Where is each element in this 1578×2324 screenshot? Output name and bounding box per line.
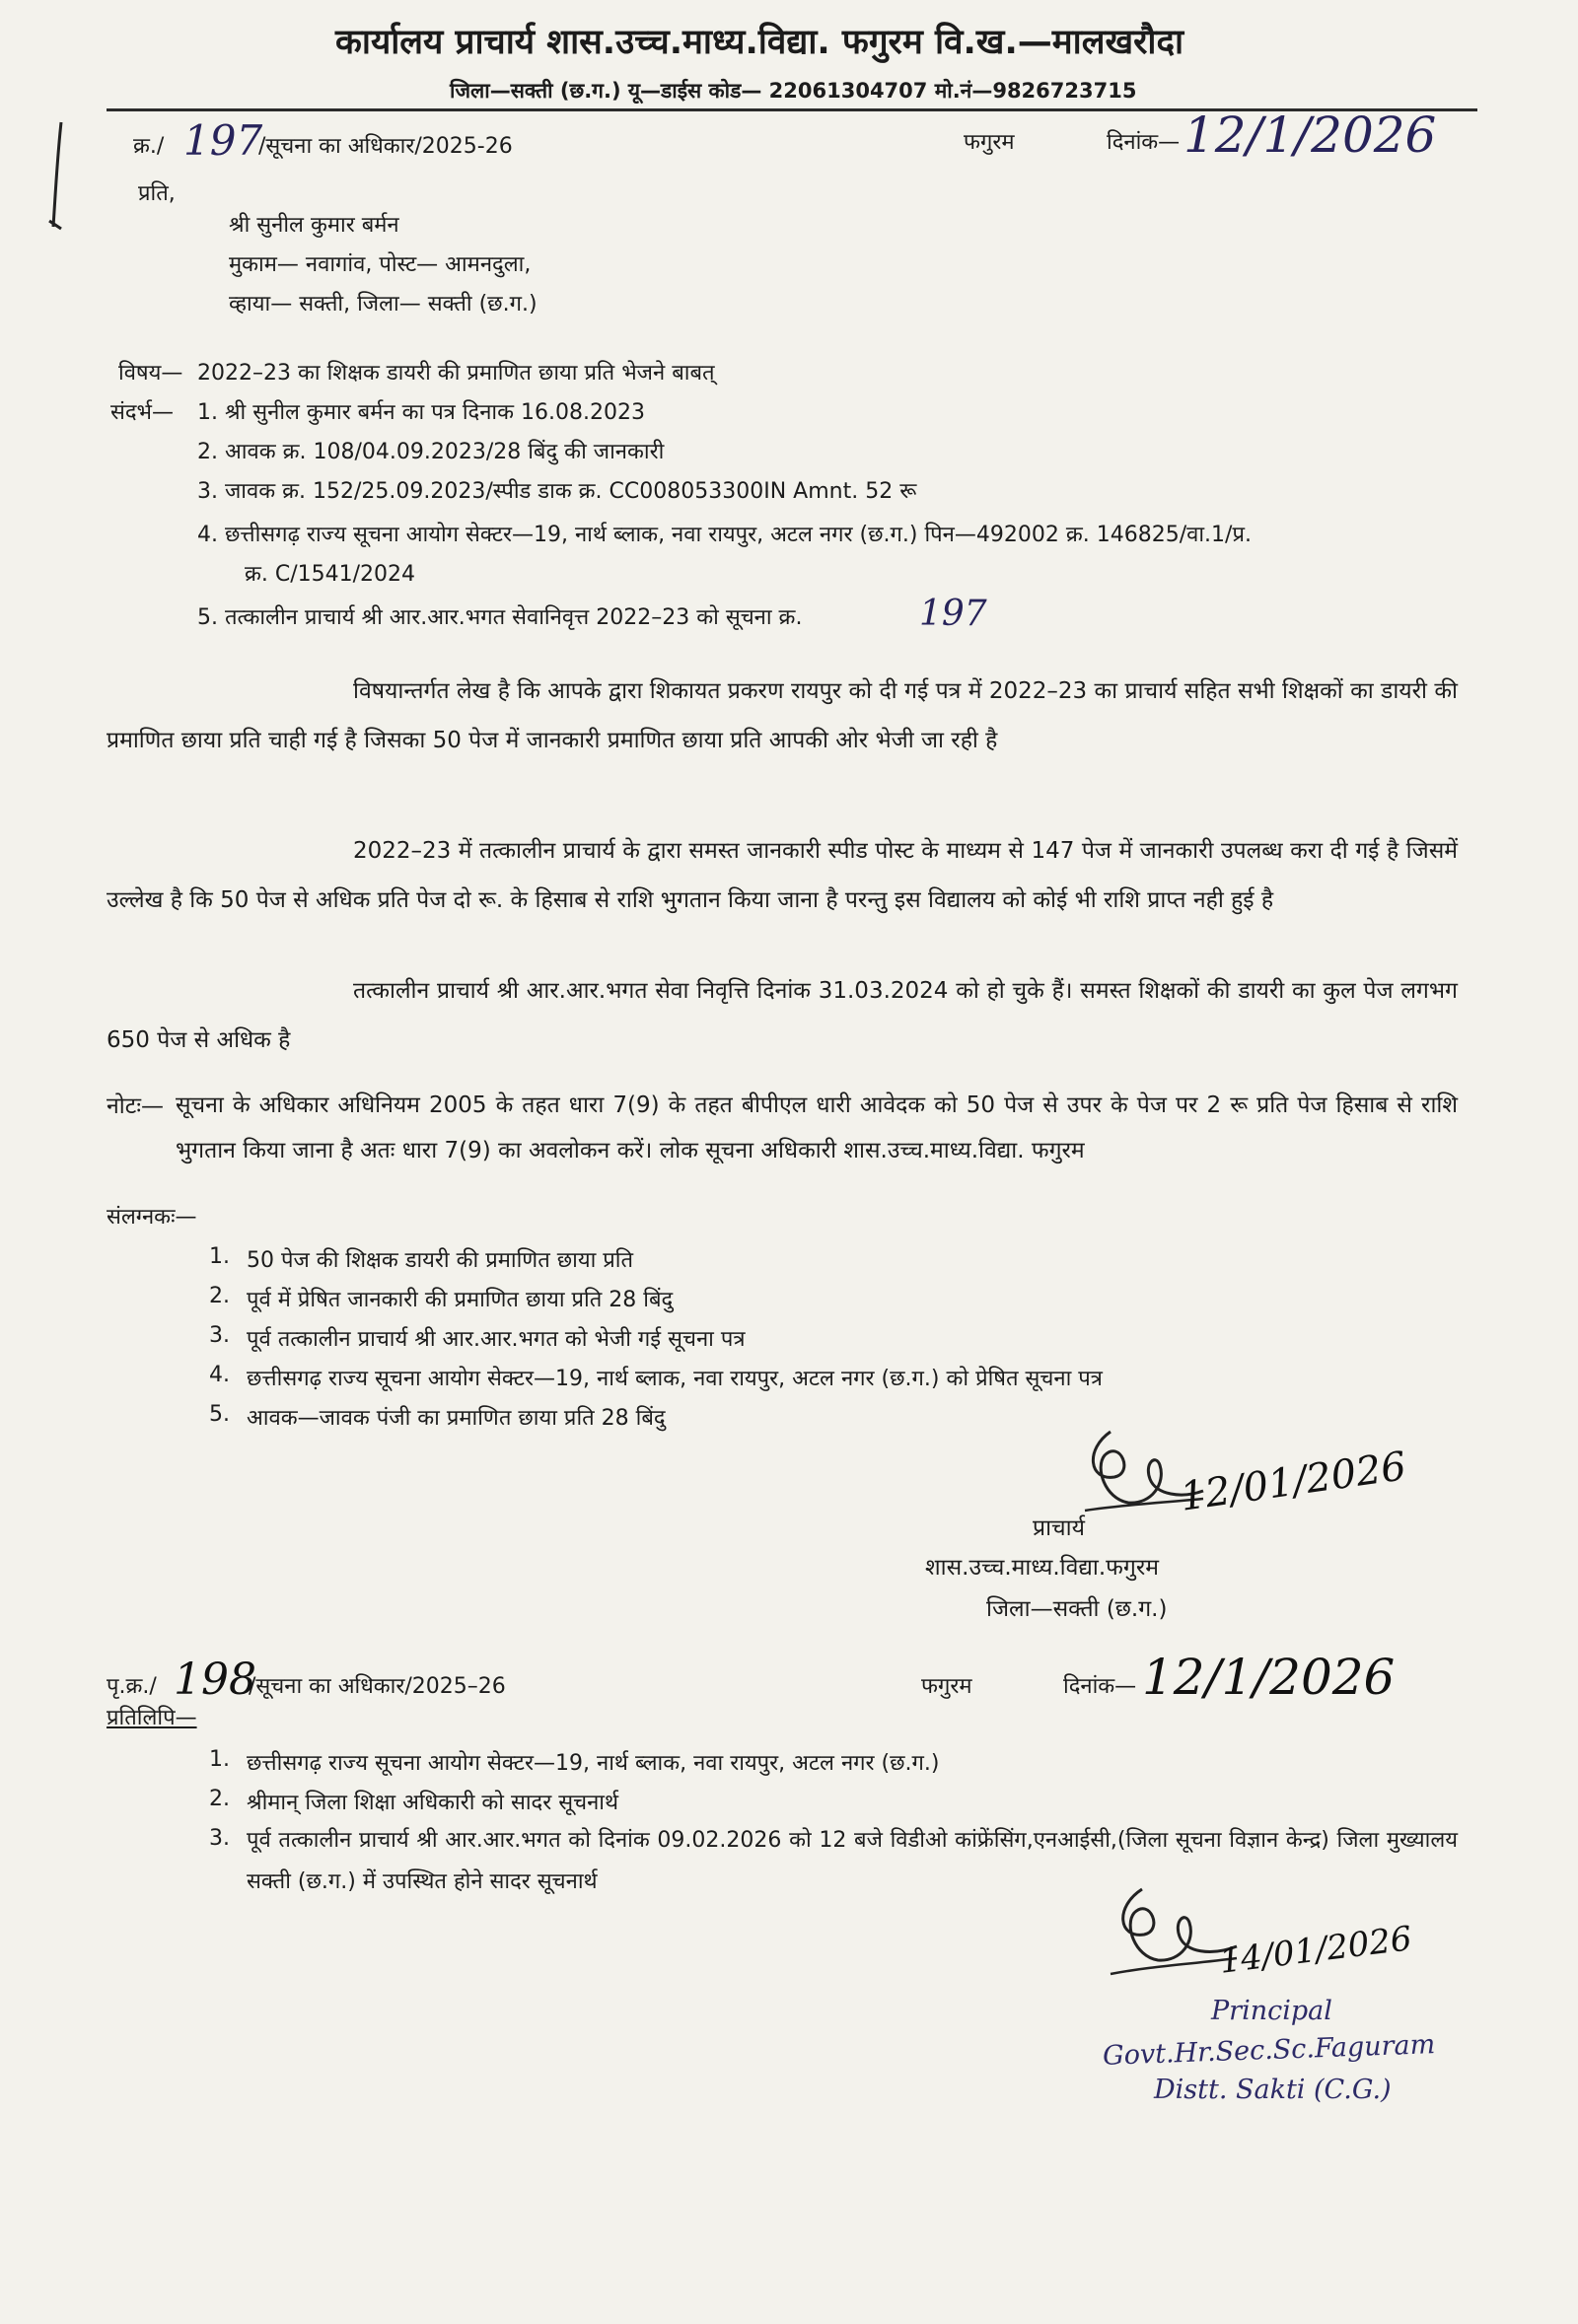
reference-item: 2. आवक क्र. 108/04.09.2023/28 बिंदु की जानकारी <box>197 440 665 464</box>
ref-prefix: क्र./ <box>133 134 165 159</box>
enclosure-number: 3. <box>209 1323 230 1348</box>
enclosure-item: 50 पेज की शिक्षक डायरी की प्रमाणित छाया प्रति <box>247 1248 634 1273</box>
enclosure-number: 2. <box>209 1284 230 1308</box>
signature-1-designation: प्राचार्य <box>1033 1515 1085 1541</box>
copy-item: पूर्व तत्कालीन प्राचार्य श्री आर.आर.भगत को दिनांक 09.02.2026 को 12 बजे विडीओ कांफ्रेंसिंग,एनआईसी,(जिला सूचना विज्ञान केन्द्र) जिला मुख्यालय सक्ती (छ.ग.) में उपस्थित होने सादर सूचनार्थ <box>247 1828 1458 1894</box>
reference-item: 1. श्री सुनील कुमार बर्मन का पत्र दिनाक 16.08.2023 <box>197 400 645 425</box>
contact-line: जिला—सक्ती (छ.ग.) यू—डाईस कोड— 22061304707 मो.नं—9826723715 <box>450 79 1137 103</box>
enclosure-number: 5. <box>209 1402 230 1427</box>
recipient-address-1: मुकाम— नवागांव, पोस्ट— आमनदुला, <box>229 252 532 277</box>
copy-label: प्रतिलिपि— <box>107 1706 197 1730</box>
copy-ref-number-handwritten: 198 <box>174 1655 256 1705</box>
enclosure-item: छत्तीसगढ़ राज्य सूचना आयोग सेक्टर—19, नार्थ ब्लाक, नवा रायपुर, अटल नगर (छ.ग.) को प्रेषित सूचना पत्र <box>247 1367 1103 1391</box>
copy-ref-date-handwritten: 12/1/2026 <box>1142 1649 1396 1706</box>
subject-text: 2022–23 का शिक्षक डायरी की प्रमाणित छाया प्रति भेजने बाबत् <box>197 361 715 386</box>
reference-5-handwritten-number: 197 <box>919 594 987 634</box>
ref-date-handwritten: 12/1/2026 <box>1184 106 1437 164</box>
copy-item-number: 3. <box>209 1826 230 1851</box>
copy-ref-prefix: पृ.क्र./ <box>107 1674 157 1699</box>
note-label: नोटः— <box>107 1093 164 1119</box>
enclosure-item: पूर्व में प्रेषित जानकारी की प्रमाणित छाया प्रति 28 बिंदु <box>247 1288 674 1312</box>
recipient-name: श्री सुनील कुमार बर्मन <box>229 213 399 238</box>
body-paragraph-3: तत्कालीन प्राचार्य श्री आर.आर.भगत सेवा निवृत्ति दिनांक 31.03.2024 को हो चुके हैं। समस्त शिक्षकों की डायरी का कुल पेज लगभग 650 पेज से अधिक है <box>107 978 1458 1053</box>
copy-ref-place: फगुरम <box>921 1674 972 1699</box>
enclosure-number: 1. <box>209 1244 230 1269</box>
copy-item: छत्तीसगढ़ राज्य सूचना आयोग सेक्टर—19, नार्थ ब्लाक, नवा रायपुर, अटल नगर (छ.ग.) <box>247 1751 940 1776</box>
copy-item-number: 2. <box>209 1787 230 1811</box>
ref-number-handwritten: 197 <box>183 116 263 165</box>
body-paragraph-1: विषयान्तर्गत लेख है कि आपके द्वारा शिकायत प्रकरण रायपुर को दी गई पत्र में 2022–23 का प्राचार्य सहित सभी शिक्षकों का डायरी की प्रमाणित छाया प्रति चाही गई है जिसका 50 पेज में जानकारी प्रमाणित छाया प्रति आपकी ओर भेजी जा रही है <box>107 678 1458 753</box>
signature-1-school: शास.उच्च.माध्य.विद्या.फगुरम <box>925 1555 1160 1581</box>
stamp-line-1: Principal <box>1211 1996 1332 2026</box>
signature-2-date: 14/01/2026 <box>1217 1919 1414 1982</box>
copy-ref-subject: /सूचना का अधिकार/2025–26 <box>249 1674 506 1699</box>
note-text: सूचना के अधिकार अधिनियम 2005 के तहत धारा 7(9) के तहत बीपीएल धारी आवेदक को 50 पेज से उपर के पेज पर 2 रू प्रति पेज हिसाब से राशि भुगतान किया जाना है अतः धारा 7(9) का अवलोकन करें। लोक सूचना अधिकारी शास.उच्च.माध्य.विद्या. फगुरम <box>176 1092 1458 1163</box>
subject-label: विषय— <box>118 361 183 386</box>
to-label: प्रति, <box>138 181 176 206</box>
reference-item: 5. तत्कालीन प्राचार्य श्री आर.आर.भगत सेवानिवृत्त 2022–23 को सूचना क्र. <box>197 605 803 630</box>
reference-item: 3. जावक क्र. 152/25.09.2023/स्पीड डाक क्र. CC008053300IN Amnt. 52 रू <box>197 479 917 504</box>
recipient-address-2: व्हाया— सक्ती, जिला— सक्ती (छ.ग.) <box>229 292 538 317</box>
signature-scribble-2 <box>1093 1879 1241 1988</box>
office-title: कार्यालय प्राचार्य शास.उच्च.माध्य.विद्या. फगुरम वि.ख.—मालखरौदा <box>335 23 1184 62</box>
stamp-line-3: Distt. Sakti (C.G.) <box>1154 2075 1392 2105</box>
margin-mark <box>39 118 79 237</box>
enclosures-label: संलग्नकः— <box>107 1205 197 1230</box>
signature-1-date: 12/01/2026 <box>1177 1444 1409 1520</box>
copy-ref-date-label: दिनांक— <box>1063 1674 1137 1699</box>
enclosure-item: पूर्व तत्कालीन प्राचार्य श्री आर.आर.भगत को भेजी गई सूचना पत्र <box>247 1327 746 1352</box>
ref-subject: /सूचना का अधिकार/2025-26 <box>258 134 513 159</box>
references-label: संदर्भ— <box>110 400 175 425</box>
ref-date-label: दिनांक— <box>1107 130 1181 155</box>
reference-item-continuation: क्र. C/1541/2024 <box>245 562 416 587</box>
copy-item: श्रीमान् जिला शिक्षा अधिकारी को सादर सूचनार्थ <box>247 1791 619 1815</box>
enclosure-number: 4. <box>209 1363 230 1387</box>
body-paragraph-2: 2022–23 में तत्कालीन प्राचार्य के द्वारा समस्त जानकारी स्पीड पोस्ट के माध्यम से 147 पेज में जानकारी उपलब्ध करा दी गई है जिसमें उल्लेख है कि 50 पेज से अधिक प्रति पेज दो रू. के हिसाब से राशि भुगतान किया जाना है परन्तु इस विद्यालय को कोई भी राशि प्राप्त नही हुई है <box>107 838 1458 913</box>
stamp-line-2: Govt.Hr.Sec.Sc.Faguram <box>1102 2029 1436 2072</box>
ref-place: फगुरम <box>964 130 1015 155</box>
signature-1-district: जिला—सक्ती (छ.ग.) <box>986 1596 1168 1622</box>
copy-item-number: 1. <box>209 1747 230 1772</box>
reference-item: 4. छत्तीसगढ़ राज्य सूचना आयोग सेक्टर—19, नार्थ ब्लाक, नवा रायपुर, अटल नगर (छ.ग.) पिन—492002 क्र. 146825/वा.1/प्र. <box>197 523 1252 547</box>
enclosure-item: आवक—जावक पंजी का प्रमाणित छाया प्रति 28 बिंदु <box>247 1406 666 1431</box>
